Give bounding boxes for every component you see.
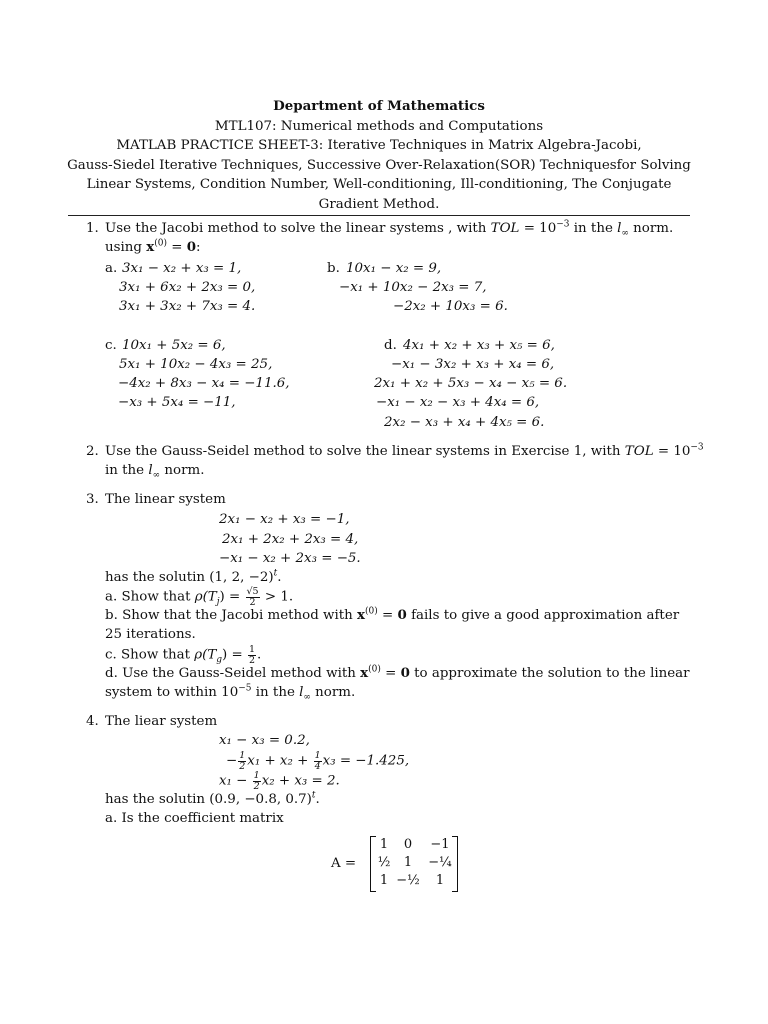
course-title: MTL107: Numerical methods and Computations xyxy=(214,118,544,134)
one-half-fraction xyxy=(253,771,261,791)
x-superscript: (0) xyxy=(368,664,381,675)
matrix-cell-3-1: 1 xyxy=(379,873,389,888)
norm-l: l xyxy=(299,685,304,700)
rho-symbol: ρ xyxy=(194,589,203,605)
sheet-title-line-3: Linear Systems, Condition Number, Well-conditioning, Ill-conditioning, The Conjugate xyxy=(86,177,672,192)
problem-3-part-b xyxy=(105,606,679,625)
one-half-fraction xyxy=(248,645,256,665)
system-b-eq-1: 10x₁ − x₂ = 9, xyxy=(346,261,442,276)
problem-3-eq-3: −x₁ − x₂ + 2x₃ = −5. xyxy=(219,551,361,566)
equals-sign: = xyxy=(377,608,398,623)
solution-text: has the solutin (0.9, −0.8, 0.7) xyxy=(105,792,312,807)
tol-equals: = 10 xyxy=(519,221,557,236)
equals-sign: = xyxy=(166,240,187,255)
tolerance-text: system to within 10 xyxy=(105,685,239,700)
sheet-header xyxy=(60,97,698,214)
fraction-numerator: 1 xyxy=(253,770,260,781)
problem-2-number: 2. xyxy=(86,444,99,459)
system-d-eq-1: 4x₁ + x₂ + x₃ + x₅ = 6, xyxy=(403,338,555,353)
problem-3-part-d-line-2 xyxy=(105,683,355,702)
problem-3-part-b-line-2: 25 iterations. xyxy=(105,627,196,642)
system-c-eq-2: 5x₁ + 10x₂ − 4x₃ = 25, xyxy=(119,357,273,372)
part-b-text: b. Show that the Jacobi method with xyxy=(105,608,358,623)
one-half-fraction xyxy=(238,751,246,771)
eq-2-middle: x₁ + x₂ + xyxy=(247,753,313,769)
coefficient-matrix xyxy=(370,836,458,892)
norm-infinity: ∞ xyxy=(303,692,311,703)
problem-3-intro: The linear system xyxy=(105,492,226,507)
norm-infinity: ∞ xyxy=(152,470,161,481)
system-a-eq-1: 3x₁ − x₂ + x₃ = 1, xyxy=(122,261,242,276)
fraction-numerator: 1 xyxy=(314,750,321,761)
in-the-text: in the xyxy=(105,463,149,478)
norm-l: l xyxy=(617,221,622,236)
equals-sign: = xyxy=(380,666,401,681)
norm-text: norm. xyxy=(628,221,674,236)
zero-vector: 0 xyxy=(186,239,197,255)
problem-4-part-a: a. Is the coefficient matrix xyxy=(105,811,284,826)
system-b-eq-3: −2x₂ + 10x₃ = 6. xyxy=(393,299,508,314)
transpose-mark: t xyxy=(273,568,278,579)
eq-3-end: x₂ + x₃ = 2. xyxy=(261,773,340,789)
equals-sign: ) = xyxy=(222,647,247,663)
system-c-eq-1: 10x₁ + 5x₂ = 6, xyxy=(122,338,226,353)
norm-l: l xyxy=(148,463,153,478)
sheet-title-line-1: MATLAB PRACTICE SHEET-3: Iterative Techniques in Matrix Algebra-Jacobi, xyxy=(116,138,642,153)
part-d-text-end: to approximate the solution to the linear xyxy=(409,666,690,681)
problem-4-eq-3 xyxy=(219,771,340,791)
one-quarter-fraction xyxy=(314,751,322,771)
part-d-text: d. Use the Gauss-Seidel method with xyxy=(105,666,361,681)
problem-1-number: 1. xyxy=(86,221,99,236)
problem-4-eq-1: x₁ − x₃ = 0.2, xyxy=(219,733,310,748)
problem-1-initial-guess xyxy=(105,238,201,257)
matrix-cell-1-1: 1 xyxy=(379,837,389,852)
tol-exponent: −3 xyxy=(556,219,570,230)
system-d-eq-3: 2x₁ + x₂ + 5x₃ − x₄ − x₅ = 6. xyxy=(374,376,568,391)
problem-3-solution xyxy=(105,568,281,587)
matrix-cell-3-2: −½ xyxy=(396,873,420,888)
period: . xyxy=(257,647,262,663)
matrix-cell-2-3: −¼ xyxy=(428,855,452,870)
part-b-text-end: fails to give a good approximation after xyxy=(406,608,680,623)
sheet-title-line-4: Gradient Method. xyxy=(318,196,440,212)
rho-symbol: ρ xyxy=(194,647,203,663)
system-b-eq-2: −x₁ + 10x₂ − 2x₃ = 7, xyxy=(339,280,487,295)
fraction-denominator: 2 xyxy=(253,780,260,792)
system-c-eq-3: −4x₂ + 8x₃ − x₄ = −11.6, xyxy=(118,376,290,391)
system-c-label: c. xyxy=(105,338,117,353)
solution-text: has the solutin (1, 2, −2) xyxy=(105,570,274,585)
fraction-denominator: 2 xyxy=(248,654,256,666)
problem-2-norm xyxy=(105,461,204,480)
greater-than-text: > 1. xyxy=(260,589,294,605)
period: . xyxy=(315,792,320,807)
matrix-cell-1-3: −1 xyxy=(430,837,450,852)
system-d-eq-2: −x₁ − 3x₂ + x₃ + x₄ = 6, xyxy=(391,357,555,372)
problem-2-text: Use the Gauss-Seidel method to solve the linear systems in Exercise 1, with xyxy=(105,444,621,459)
eq-3-start: x₁ − xyxy=(219,773,252,789)
fraction-denominator: 2 xyxy=(239,760,246,772)
fraction-numerator: 1 xyxy=(239,750,246,761)
x-vector: x xyxy=(146,239,155,255)
fraction-numerator: 1 xyxy=(248,644,256,655)
matrix-cell-3-3: 1 xyxy=(435,873,445,888)
system-a-eq-3: 3x₁ + 3x₂ + 7x₃ = 4. xyxy=(119,299,256,314)
problem-2-statement xyxy=(105,442,704,461)
system-a-label: a. xyxy=(105,261,118,276)
fraction-numerator: √5 xyxy=(246,586,259,597)
using-text: using xyxy=(105,240,147,255)
period: . xyxy=(277,570,282,585)
problem-3-part-a xyxy=(105,587,293,607)
tol-symbol: TOL xyxy=(624,444,654,459)
fraction-denominator: 4 xyxy=(314,760,321,772)
matrix-cell-1-2: 0 xyxy=(403,837,413,852)
system-a-eq-2: 3x₁ + 6x₂ + 2x₃ = 0, xyxy=(119,280,256,295)
header-divider xyxy=(68,215,690,216)
t-symbol: (T xyxy=(202,589,217,605)
tolerance-exponent: −5 xyxy=(238,683,252,694)
tol-symbol: TOL xyxy=(490,221,520,236)
x-vector: x xyxy=(360,665,369,681)
problem-4-eq-2 xyxy=(226,751,409,771)
system-b-label: b. xyxy=(327,261,340,276)
problem-1-text: Use the Jacobi method to solve the linear systems , with xyxy=(105,221,487,236)
in-the-text: in the xyxy=(569,221,618,236)
norm-text: norm. xyxy=(160,463,205,478)
system-c-eq-4: −x₃ + 5x₄ = −11, xyxy=(118,395,236,410)
problem-4-number: 4. xyxy=(86,714,99,729)
transpose-mark: t xyxy=(311,790,316,801)
problem-4-intro: The liear system xyxy=(105,714,218,729)
colon: : xyxy=(196,240,201,255)
system-d-label: d. xyxy=(384,338,397,353)
system-d-eq-4: −x₁ − x₂ − x₃ + 4x₄ = 6, xyxy=(376,395,540,410)
department-title: Department of Mathematics xyxy=(273,98,485,114)
tol-equals: = 10 xyxy=(653,444,691,459)
problem-3-part-c xyxy=(105,645,261,665)
minus-sign: − xyxy=(226,753,238,769)
problem-3-number: 3. xyxy=(86,492,99,507)
problem-4-solution xyxy=(105,790,320,809)
norm-text: norm. xyxy=(310,685,356,700)
problem-3-eq-2: 2x₁ + 2x₂ + 2x₃ = 4, xyxy=(222,532,359,547)
right-bracket xyxy=(452,836,458,892)
problem-1-statement xyxy=(105,219,673,238)
equals-sign: ) = xyxy=(219,589,245,605)
part-c-text: c. Show that xyxy=(105,647,195,663)
problem-3-part-d xyxy=(105,664,690,683)
system-d-eq-5: 2x₂ − x₃ + x₄ + 4x₅ = 6. xyxy=(384,415,545,430)
tol-exponent: −3 xyxy=(690,442,704,453)
x-superscript: (0) xyxy=(154,238,167,249)
sqrt5-over-2-fraction xyxy=(246,587,260,607)
x-superscript: (0) xyxy=(365,606,378,617)
g-subscript: g xyxy=(216,655,223,666)
matrix-label: A = xyxy=(331,856,357,871)
matrix-cell-2-2: 1 xyxy=(403,855,413,870)
j-subscript: j xyxy=(216,597,220,608)
zero-vector: 0 xyxy=(400,665,410,681)
part-a-text: a. Show that xyxy=(105,589,195,605)
zero-vector: 0 xyxy=(397,607,407,623)
in-the-text: in the xyxy=(251,685,300,700)
norm-infinity: ∞ xyxy=(621,228,629,239)
t-symbol: (T xyxy=(202,647,217,663)
matrix-cell-2-1: ½ xyxy=(377,855,391,870)
fraction-denominator: 2 xyxy=(249,596,256,608)
problem-3-eq-1: 2x₁ − x₂ + x₃ = −1, xyxy=(219,512,350,527)
x-vector: x xyxy=(357,607,366,623)
eq-2-end: x₃ = −1.425, xyxy=(322,753,410,769)
sheet-title-line-2: Gauss-Siedel Iterative Techniques, Successive Over-Relaxation(SOR) Techniquesfor Solving xyxy=(67,157,691,173)
